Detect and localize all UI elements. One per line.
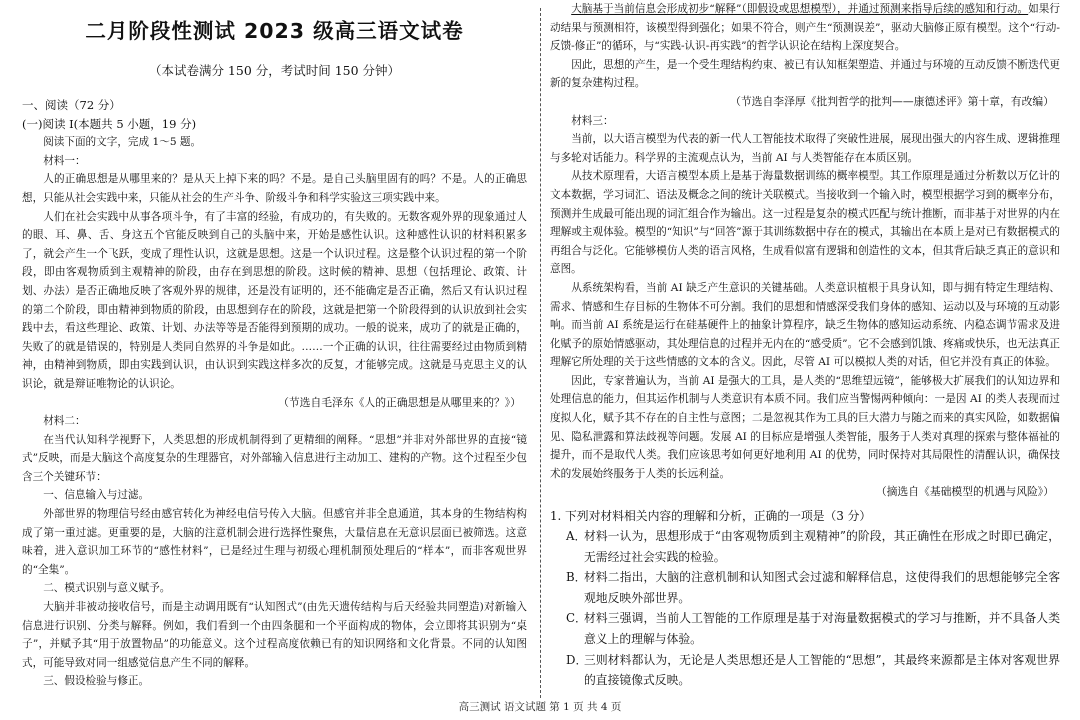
material-three-paragraph: 从技术原理看，大语言模型本质上是基于海量数据训练的概率模型。其工作原理是通过分析数以万亿计的文本数据，学习词汇、语法及概念之间的统计关联模式。当接收到一个输入时，模型根据学习到的概率分布，预测并生成最可能出现的词汇组合作为输出。这一过程是复杂的模式匹配与统计推断，而非基于对世界的内在理解或主观体验。模型的“知识”与“回答”源于其训练数据中存在的模式，其输出在本质上是对已有数据模式的再组合与泛化。它能够模仿人类的语言风格，生成看似富有逻辑和创造性的文本，但其背后缺乏真正的意识和意图。: [550, 170, 1060, 276]
material-two-heading: 三、假设检验与修正。: [43, 675, 150, 688]
left-column: [22, 0, 527, 691]
material-three-paragraph: 从系统架构看，当前 AI 缺乏产生意识的关键基础。人类意识植根于具身认知，即与拥有特定生理结构、需求、情感和生存目标的生物体不可分割。我们的思想和情感深受我们身体的感知、运动以及与环境的互动影响。而当前 AI 系统是运行在硅基硬件上的抽象计算程序，缺乏生物体的感知运动系统、内稳态调节需求及进化赋予的原始情感驱动，其处理信息的过程并无内在的“感受质”。它不会感到饥饿、疼痛或快乐，也无法真正理解它所处理的关于这些情感的文本的含义。因此，尽管 AI 可以模拟人类的对话，但它并没有真正的体验。: [550, 281, 1060, 369]
column-divider: [540, 8, 541, 698]
material-three-label: 材料三：: [571, 114, 614, 127]
material-two-source: （节选自李泽厚《批判哲学的批判——康德述评》第十章，有改编）: [730, 94, 1054, 108]
question-option: [550, 650, 1060, 691]
underlined-sentence: 大脑基于当前信息会形成初步“解释”（即假设或思想模型），并通过预测来指导后续的感知和行动。: [571, 3, 1029, 15]
option-letter: A．: [566, 529, 587, 544]
reading-instruction: 阅读下面的文字，完成 1～5 题。: [43, 136, 202, 149]
option-text: 材料一认为，思想形成于“由客观物质到主观精神”的阶段，其正确性在形成之时即已确定，无需经过社会实践的检验。: [584, 529, 1060, 564]
material-two-paragraph: [550, 0, 1060, 56]
question-option: [550, 526, 1060, 567]
material-one-paragraph: 人们在社会实践中从事各项斗争，有了丰富的经验，有成功的，有失败的。无数客观外界的现象通过人的眼、耳、鼻、舌、身这五个官能反映到自己的头脑中来，开始是感性认识。这种感性认识的材料积累多了，就会产生一个飞跃，变成了理性认识，这就是思想。这是一个认识过程。这是整个认识过程的第一个阶段，即由客观物质到主观精神的阶段，由存在到思想的阶段。这时候的精神、思想（包括理论、政策、计划、办法）是否正确地反映了客观外界的规律，还是没有证明的，还不能确定是否正确，然后又有认识过程的第二个阶段，即由精神到物质的阶段，由思想到存在的阶段，这就是把第一个阶段得到的认识放到社会实践中去，看这些理论、政策、计划、办法等等是否能得到预期的成功。一般的说来，成功了的就是正确的，失败了的就是错误的，特别是人类同自然界的斗争是如此。……一个正确的认识，往往需要经过由物质到精神，由精神到物质，即由实践到认识，由认识到实践这样多次的反复，才能够完成。这就是马克思主义的认识论，就是辩证唯物论的认识论。: [22, 210, 527, 390]
subsection-title: (一)阅读 I(本题共 5 小题，19 分): [22, 116, 197, 131]
exam-title: 二月阶段性测试 2023 级高三语文试卷: [85, 19, 464, 43]
material-three-paragraph: 因此，专家普遍认为，当前 AI 是强大的工具，是人类的“思维望远镜”，能够极大扩展我们的认知边界和处理信息的能力，但其运作机制与人类意识有本质不同。我们应当警惕两种倾向：一是因 AI 的类人表现而过度拟人化，赋予其不存在的自主性与意图；二是忽视其作为工具的巨大潜力与随之而来的真实风险，如数据偏见、隐私泄露和算法歧视等问题。发展 AI 的目标应是增强人类智能，服务于人类对真理的探索与整体福祉的提升，而不是取代人类。我们应该思考如何更好地利用 AI 的优势，同时保持对其局限性的清醒认识，确保技术的发展始终服务于人类的长远利益。: [550, 374, 1060, 480]
option-text: 材料三强调，当前人工智能的工作原理是基于对海量数据模式的学习与推断，并不具备人类意义上的理解与体验。: [584, 611, 1060, 646]
material-two-intro: 在当代认知科学视野下，人类思想的形成机制得到了更精细的阐释。“思想”并非对外部世界的直接“镜式”反映，而是大脑这个高度复杂的生理器官，对外部输入信息进行主动加工、建构的产物。这个过程至少包含三个关键环节：: [22, 433, 527, 483]
material-two-heading: 二、模式识别与意义赋予。: [43, 582, 171, 595]
material-one-paragraph: 人的正确思想是从哪里来的？是从天上掉下来的吗？不是。是自己头脑里固有的吗？不是。人的正确思想，只能从社会实践中来，只能从社会的生产斗争、阶级斗争和科学实验这三项实践中来。: [22, 173, 527, 204]
question-stem: 1. 下列对材料相关内容的理解和分析，正确的一项是（3 分）: [550, 509, 872, 524]
material-three-paragraph: 当前，以大语言模型为代表的新一代人工智能技术取得了突破性进展，展现出强大的内容生成、逻辑推理与多轮对话能力。科学界的主流观点认为，当前 AI 与人类智能存在本质区别。: [550, 133, 1060, 164]
option-letter: B．: [566, 570, 587, 585]
question-option: [550, 608, 1060, 649]
material-two-paragraph: 外部世界的物理信号经由感官转化为神经电信号传入大脑。但感官并非全息通道，其本身的生物结构构成了第一重过滤。更重要的是，大脑的注意机制会进行选择性聚焦，大量信息在无意识层面已被筛选。这意味着，进入意识加工环节的“感性材料”，已是经过生理与初级心理机制预处理后的“样本”，而非客观世界的“全集”。: [22, 508, 527, 576]
page-footer: 高三测试 语文试题 第 1 页 共 4 页: [458, 701, 622, 713]
material-one-source: （节选自毛泽东《人的正确思想是从哪里来的？》）: [278, 395, 521, 409]
material-two-heading: 一、信息输入与过滤。: [43, 489, 150, 502]
option-letter: D．: [566, 652, 588, 667]
material-one-label: 材料一：: [43, 154, 86, 167]
right-column: [550, 0, 1060, 691]
material-two-paragraph: 大脑并非被动接收信号，而是主动调用既有“认知图式”(由先天遗传结构与后天经验共同塑造)对新输入信息进行识别、分类与解释。例如，我们看到一个由四条腿和一个平面构成的物体，会立即将其识别为“桌子”，并赋予其“用于放置物品”的功能意义。这个过程高度依赖已有的知识网络和文化背景。不同的认知图式，可能导致对同一组感觉信息产生不同的解释。: [22, 601, 527, 669]
option-text: 材料二指出，大脑的注意机制和认知图式会过滤和解释信息，这使得我们的思想能够完全客观地反映外部世界。: [584, 570, 1060, 605]
material-two-paragraph-rest: 如果行动结果与预测相符，该模型得到强化；如果不符合，则产生“预测误差”，驱动大脑修正原有模型。这个“行动-反馈-修正”的循环，与“实践-认识-再实践”的哲学认识论在结构上深度契合。: [550, 3, 1061, 53]
material-two-label: 材料二：: [43, 415, 86, 428]
material-two-paragraph: 因此，思想的产生，是一个受生理结构约束、被已有认知框架塑造、并通过与环境的互动反馈不断迭代更新的复杂建构过程。: [550, 58, 1060, 90]
option-text: 三则材料都认为，无论是人类思想还是人工智能的“思想”，其最终来源都是主体对客观世界的直接镜像式反映。: [584, 652, 1060, 688]
exam-subtitle: （本试卷满分 150 分，考试时间 150 分钟）: [148, 63, 401, 78]
material-three-source: （摘选自《基础模型的机遇与风险》）: [875, 485, 1054, 499]
section-title: 一、阅读（72 分）: [22, 98, 121, 112]
question-option: [550, 567, 1060, 608]
option-letter: C．: [566, 611, 587, 626]
